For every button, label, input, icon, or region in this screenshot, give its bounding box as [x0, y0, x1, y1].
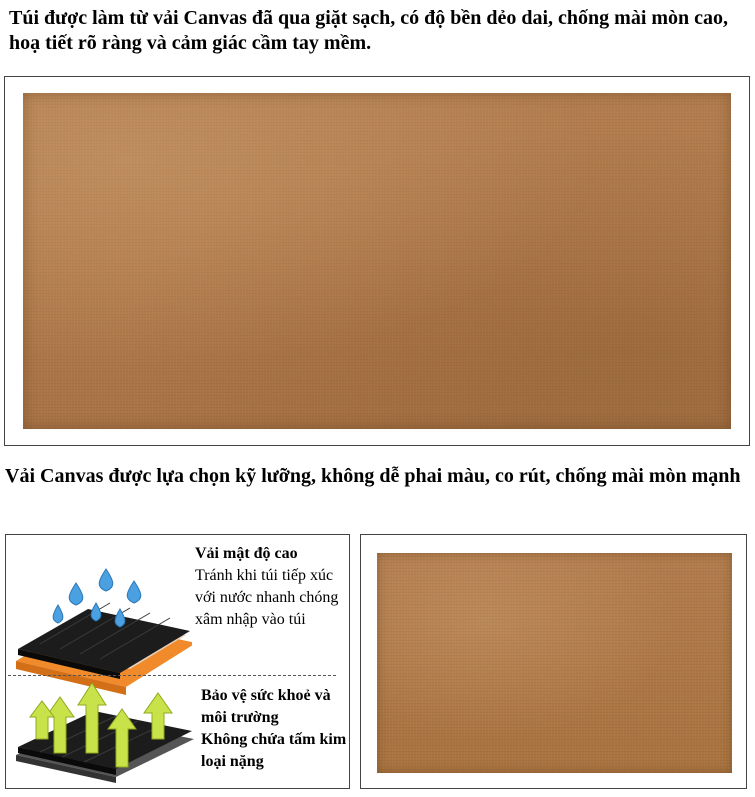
- feature-desc-health: Không chứa tấm kim loại nặng: [201, 731, 347, 770]
- heading-fabric-selection: Vải Canvas được lựa chọn kỹ lưỡng, không dễ phai màu, co rút, chống mài mòn mạnh: [5, 465, 741, 487]
- fabric-detail-image-frame: [360, 534, 747, 789]
- feature-desc-density: Tránh khi túi tiếp xúc với nước nhanh chóng xâm nhập vào túi: [195, 567, 339, 628]
- breathable-arrows-icon: [12, 683, 194, 783]
- canvas-fabric-closeup-image: [377, 553, 732, 773]
- feature-divider: [8, 675, 336, 676]
- feature-title-health: Bảo vệ sức khoẻ và môi trường: [201, 687, 331, 726]
- canvas-fabric-image: [23, 93, 731, 429]
- features-panel: [5, 534, 350, 789]
- heading-fabric-quality: Túi được làm từ vải Canvas đã qua giặt sạch, có độ bền dẻo dai, chống mài mòn cao, hoạ tiết rõ ràng và cảm giác cầm tay mềm.: [9, 7, 729, 54]
- main-fabric-image-frame: [4, 76, 750, 446]
- water-drops-icon: [10, 565, 192, 699]
- feature-title-density: Vải mật độ cao: [195, 545, 298, 562]
